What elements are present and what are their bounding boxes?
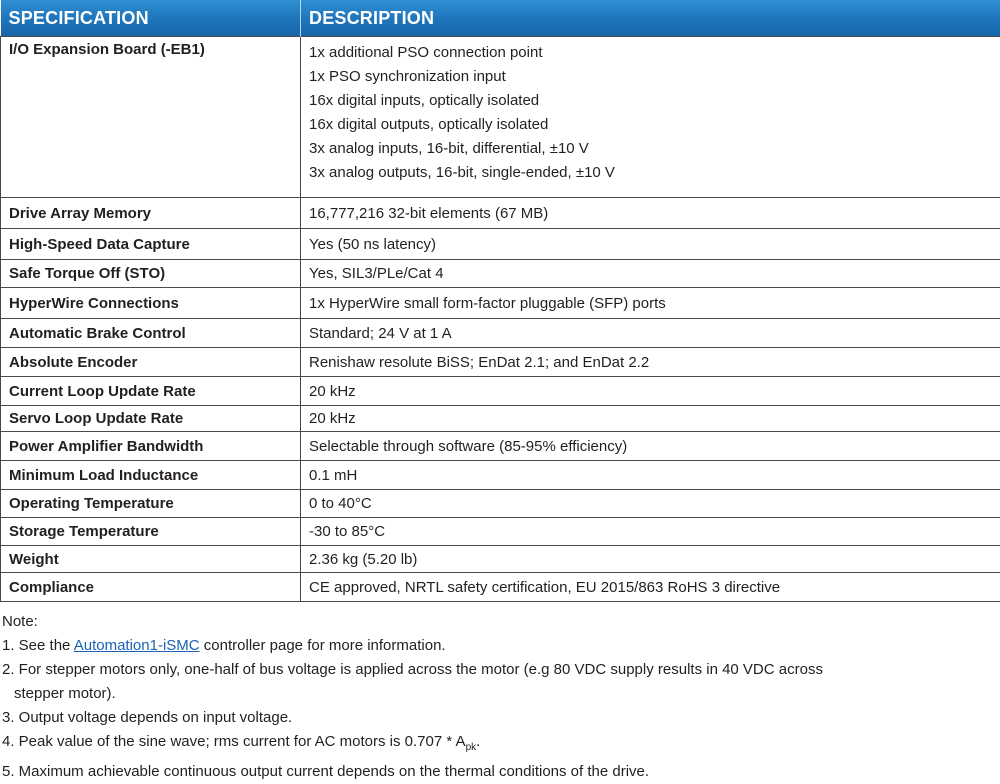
spec-value: 1x HyperWire small form-factor pluggable (SFP) ports: [301, 288, 1000, 319]
notes-title: Note:: [0, 610, 1000, 634]
header-description: DESCRIPTION: [301, 0, 1000, 37]
table-row: [1, 490, 1000, 518]
note-subscript: pk: [466, 742, 477, 753]
note-text: 1. See the: [2, 637, 74, 654]
spec-name: I/O Expansion Board (-EB1): [1, 37, 301, 198]
spec-name: Weight: [1, 546, 301, 573]
spec-value: -30 to 85°C: [301, 518, 1000, 546]
spec-value: Selectable through software (85-95% efficiency): [301, 432, 1000, 461]
table-row: [1, 260, 1000, 288]
table-row: [1, 319, 1000, 348]
spec-value-line: 3x analog outputs, 16-bit, single-ended, ±10 V: [309, 161, 1000, 185]
note-item: 2. For stepper motors only, one-half of bus voltage is applied across the motor (e.g 80 VDC supply results in 40 VDC across: [0, 658, 1000, 682]
note-item: [0, 730, 1000, 760]
spec-name: Current Loop Update Rate: [1, 377, 301, 406]
spec-name: Minimum Load Inductance: [1, 461, 301, 490]
spec-value: 16,777,216 32-bit elements (67 MB): [301, 198, 1000, 229]
automation1-ismc-link[interactable]: Automation1-iSMC: [74, 637, 200, 654]
spec-value: 2.36 kg (5.20 lb): [301, 546, 1000, 573]
spec-name: Automatic Brake Control: [1, 319, 301, 348]
note-text: 4. Peak value of the sine wave; rms current for AC motors is 0.707 * A: [2, 733, 466, 750]
spec-name: Operating Temperature: [1, 490, 301, 518]
note-item-continued: stepper motor).: [0, 682, 1000, 706]
table-row: [1, 432, 1000, 461]
spec-name: Compliance: [1, 573, 301, 602]
note-text: .: [476, 733, 480, 750]
spec-name: Servo Loop Update Rate: [1, 406, 301, 432]
table-row: [1, 518, 1000, 546]
note-item: [0, 634, 1000, 658]
table-row: [1, 37, 1000, 198]
table-row: [1, 377, 1000, 406]
note-text: controller page for more information.: [200, 637, 446, 654]
spec-value: Yes (50 ns latency): [301, 229, 1000, 260]
table-row: [1, 461, 1000, 490]
spec-value-line: 16x digital inputs, optically isolated: [309, 89, 1000, 113]
spec-value: Renishaw resolute BiSS; EnDat 2.1; and EnDat 2.2: [301, 348, 1000, 377]
spec-name: HyperWire Connections: [1, 288, 301, 319]
spec-value: Yes, SIL3/PLe/Cat 4: [301, 260, 1000, 288]
spec-name: Drive Array Memory: [1, 198, 301, 229]
spec-value-line: 1x PSO synchronization input: [309, 65, 1000, 89]
spec-name: Storage Temperature: [1, 518, 301, 546]
spec-value: CE approved, NRTL safety certification, EU 2015/863 RoHS 3 directive: [301, 573, 1000, 602]
note-item: 3. Output voltage depends on input voltage.: [0, 706, 1000, 730]
spec-value-line: 3x analog inputs, 16-bit, differential, ±10 V: [309, 137, 1000, 161]
table-row: [1, 198, 1000, 229]
note-item: 5. Maximum achievable continuous output current depends on the thermal conditions of the drive.: [0, 760, 1000, 784]
spec-value-line: 16x digital outputs, optically isolated: [309, 113, 1000, 137]
header-specification: SPECIFICATION: [1, 0, 301, 37]
table-row: [1, 546, 1000, 573]
spec-value: Standard; 24 V at 1 A: [301, 319, 1000, 348]
spec-value: 20 kHz: [301, 377, 1000, 406]
spec-name: High-Speed Data Capture: [1, 229, 301, 260]
spec-value-list: [301, 37, 1000, 198]
table-header-row: [1, 0, 1000, 37]
table-row: [1, 229, 1000, 260]
spec-value: 0.1 mH: [301, 461, 1000, 490]
table-row: [1, 288, 1000, 319]
notes-section: [0, 610, 1000, 784]
spec-value: 20 kHz: [301, 406, 1000, 432]
spec-value: 0 to 40°C: [301, 490, 1000, 518]
table-row: [1, 573, 1000, 602]
spec-name: Power Amplifier Bandwidth: [1, 432, 301, 461]
table-row: [1, 406, 1000, 432]
table-row: [1, 348, 1000, 377]
spec-value-line: 1x additional PSO connection point: [309, 41, 1000, 65]
spec-name: Safe Torque Off (STO): [1, 260, 301, 288]
spec-name: Absolute Encoder: [1, 348, 301, 377]
